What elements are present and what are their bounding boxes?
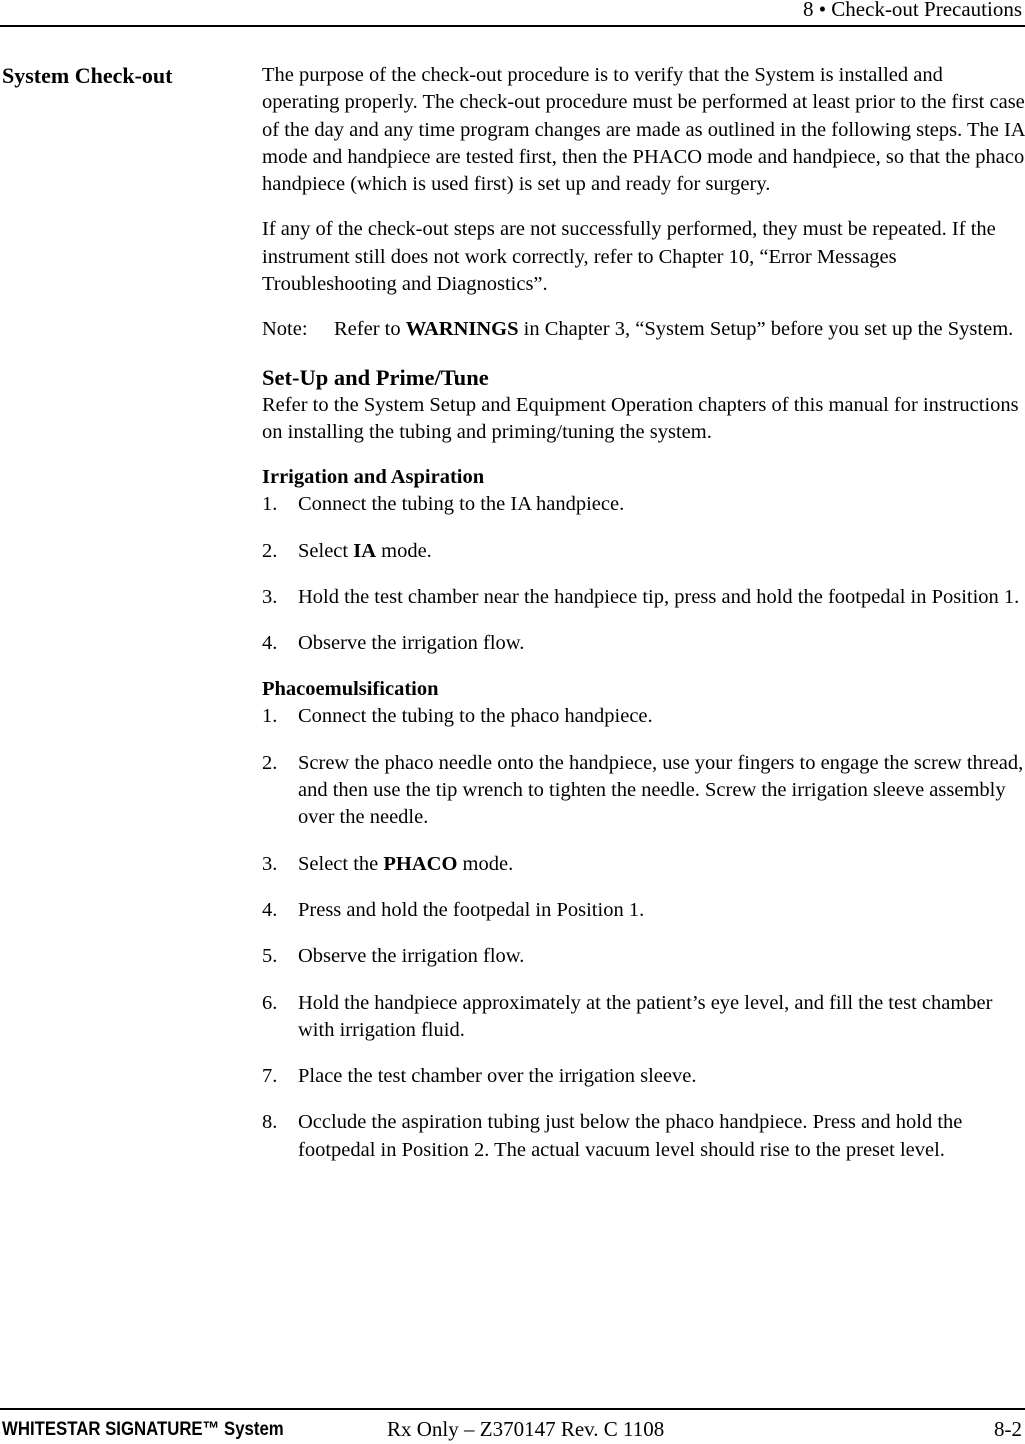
list-item <box>262 851 1025 878</box>
step-text-part: mode. <box>376 539 432 562</box>
list-item <box>262 584 1025 611</box>
footer-page-number: 8-2 <box>994 1417 1022 1441</box>
step-text-part: Select the <box>298 852 384 875</box>
ia-steps-list <box>262 491 1025 657</box>
footer-rule <box>0 1408 1025 1410</box>
step-text <box>298 1109 1025 1164</box>
step-text <box>298 630 1025 657</box>
note-label: Note: <box>262 318 308 341</box>
header-rule <box>0 25 1025 27</box>
list-item <box>262 491 1025 518</box>
phaco-steps-list <box>262 703 1025 1164</box>
list-item <box>262 897 1025 924</box>
list-item <box>262 538 1025 565</box>
note-text-before: Refer to <box>334 318 406 341</box>
step-text-part: Connect the tubing to the IA handpiece. <box>298 493 625 516</box>
note-text <box>334 316 1025 343</box>
step-text-bold: IA <box>353 539 377 562</box>
step-text-part: Occlude the aspiration tubing just below the phaco handpiece. Press and hold the footpedal in Position 2. The actual vacuum level should rise to the preset level. <box>298 1111 963 1161</box>
step-number: 3. <box>262 852 278 875</box>
step-text <box>298 538 1025 565</box>
phaco-heading: Phacoemulsification <box>262 678 439 701</box>
step-text-part: Hold the test chamber near the handpiece tip, press and hold the footpedal in Position 1. <box>298 585 1020 608</box>
step-text <box>298 703 1025 730</box>
step-text-bold: PHACO <box>383 852 458 875</box>
step-text-part: Connect the tubing to the phaco handpiece. <box>298 705 653 728</box>
body-column <box>262 62 1025 1183</box>
step-number: 4. <box>262 898 278 921</box>
repeat-paragraph: If any of the check-out steps are not successfully performed, they must be repeated. If the instrument still does not work correctly, refer to Chapter 10, “Error Messages Troubleshooting and Diagnostics”. <box>262 218 996 296</box>
step-number: 1. <box>262 705 278 728</box>
step-number: 7. <box>262 1065 278 1088</box>
step-number: 3. <box>262 585 278 608</box>
step-text-part: Observe the irrigation flow. <box>298 632 525 655</box>
step-text-part: Screw the phaco needle onto the handpiece, use your fingers to engage the screw thread, and then use the tip wrench to tighten the needle. Screw the irrigation sleeve assembly over the needle. <box>298 751 1024 829</box>
step-number: 8. <box>262 1111 278 1134</box>
note-warnings-bold: WARNINGS <box>405 318 519 341</box>
step-text <box>298 1063 1025 1090</box>
step-text <box>298 491 1025 518</box>
setup-paragraph: Refer to the System Setup and Equipment Operation chapters of this manual for instructions on installing the tubing and priming/tuning the system. <box>262 393 1019 443</box>
running-header: 8 • Check-out Precautions <box>802 0 1022 21</box>
setup-heading: Set-Up and Prime/Tune <box>262 364 489 390</box>
list-item <box>262 943 1025 970</box>
step-text-part: Observe the irrigation flow. <box>298 945 525 968</box>
step-text <box>298 990 1025 1045</box>
step-text <box>298 897 1025 924</box>
step-number: 6. <box>262 991 278 1014</box>
step-number: 4. <box>262 632 278 655</box>
footer-document-id: Rx Only – Z370147 Rev. C 1108 <box>387 1417 665 1441</box>
list-item <box>262 990 1025 1045</box>
section-heading: System Check-out <box>2 63 173 88</box>
step-text <box>298 584 1025 611</box>
list-item <box>262 750 1025 832</box>
step-text <box>298 943 1025 970</box>
footer-product-name: WHITESTAR SIGNATURE™ System <box>2 1418 284 1440</box>
list-item <box>262 1109 1025 1164</box>
list-item <box>262 1063 1025 1090</box>
note-text-after: in Chapter 3, “System Setup” before you set up the System. <box>518 318 1014 341</box>
step-text-part: Hold the handpiece approximately at the patient’s eye level, and fill the test chamber with irrigation fluid. <box>298 991 993 1041</box>
step-number: 1. <box>262 493 278 516</box>
list-item <box>262 630 1025 657</box>
step-number: 2. <box>262 751 278 774</box>
intro-paragraph: The purpose of the check-out procedure is to verify that the System is installed and operating properly. The check-out procedure must be performed at least prior to the first case of the day and any time program changes are made as outlined in the following steps. The IA mode and handpiece are tested first, then the PHACO mode and handpiece, so that the phaco handpiece (which is used first) is set up and ready for surgery. <box>262 64 1025 196</box>
step-text-part: Select <box>298 539 354 562</box>
step-text-part: Press and hold the footpedal in Position 1. <box>298 898 645 921</box>
ia-heading: Irrigation and Aspiration <box>262 466 485 489</box>
step-text <box>298 851 1025 878</box>
step-text-part: mode. <box>457 852 514 875</box>
step-number: 5. <box>262 945 278 968</box>
step-number: 2. <box>262 539 278 562</box>
step-text <box>298 750 1025 832</box>
note <box>262 316 1025 343</box>
step-text-part: Place the test chamber over the irrigation sleeve. <box>298 1065 697 1088</box>
footer <box>0 1416 1025 1444</box>
list-item <box>262 703 1025 730</box>
